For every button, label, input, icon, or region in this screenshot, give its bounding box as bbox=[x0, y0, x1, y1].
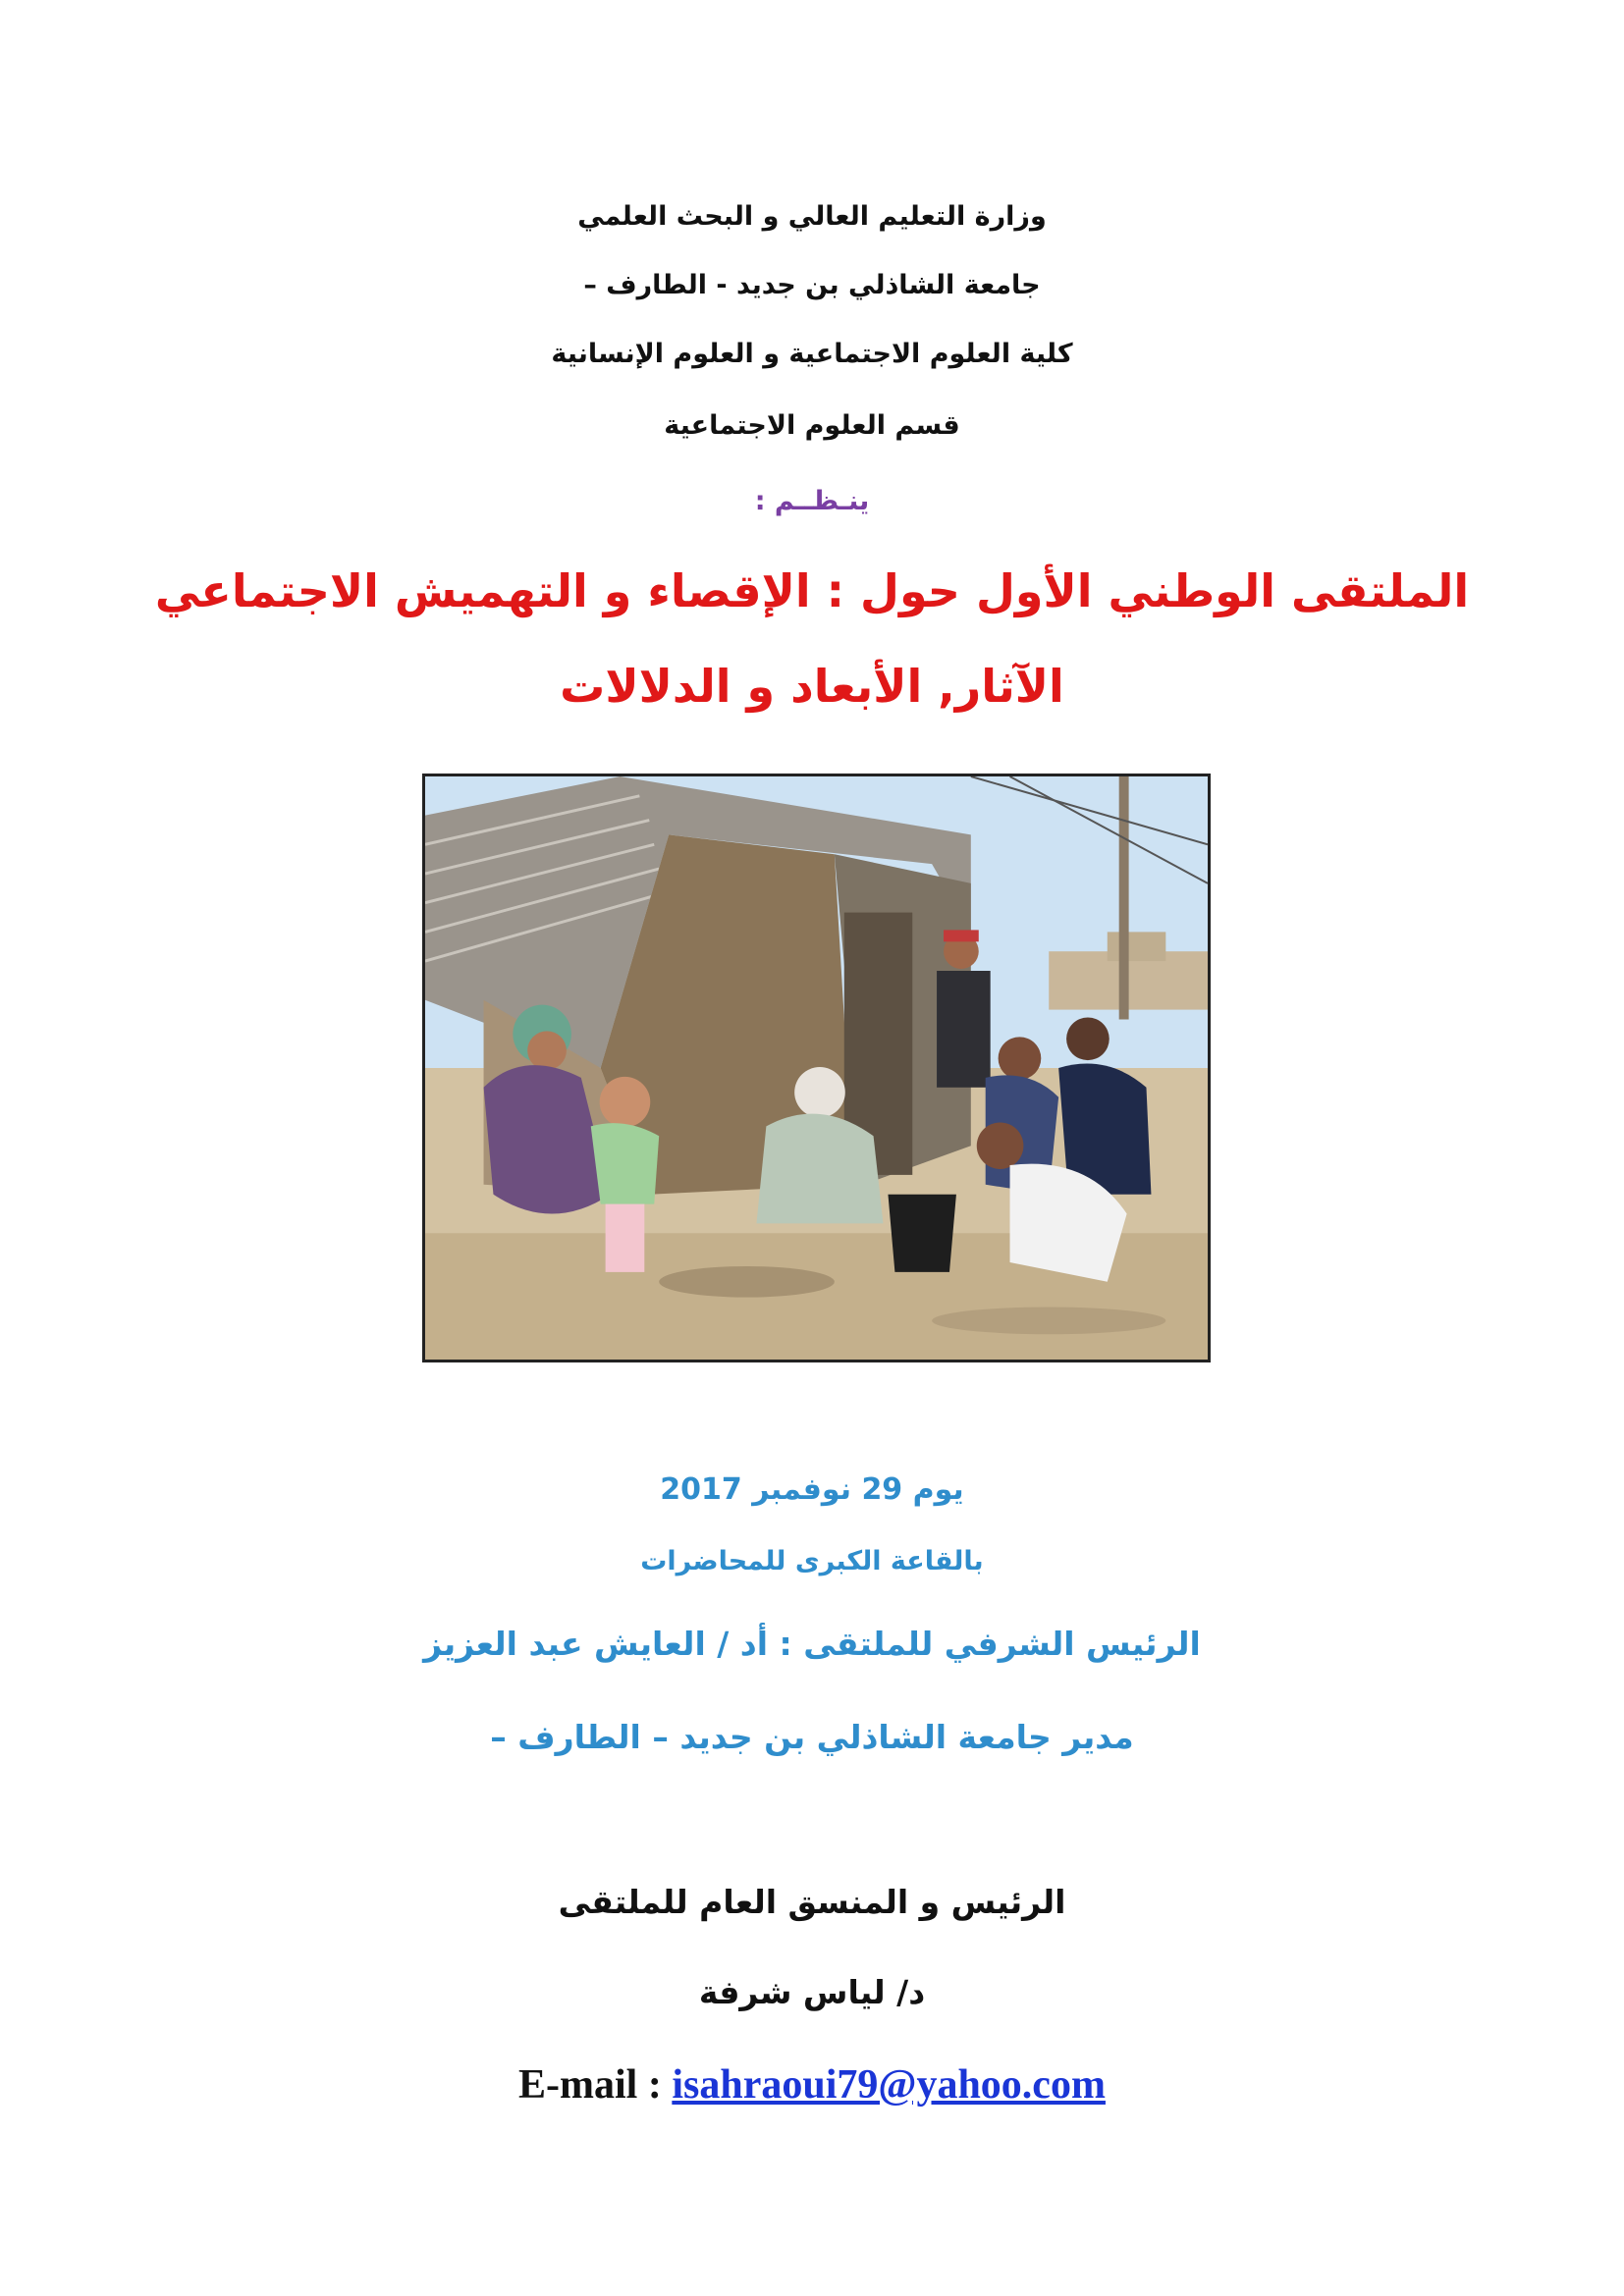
conference-subtitle: الآثار, الأبعاد و الدلالات bbox=[560, 660, 1064, 713]
conference-photo bbox=[422, 774, 1211, 1362]
event-venue: بالقاعة الكبرى للمحاضرات bbox=[640, 1546, 984, 1576]
conference-title: الملتقى الوطني الأول حول : الإقصاء و التهميش الاجتماعي bbox=[154, 564, 1470, 617]
coordinator-name: د/ لياس شرفة bbox=[698, 1973, 926, 2011]
honorary-president: الرئيس الشرفي للملتقى : أد / العايش عبد العزيز bbox=[423, 1625, 1201, 1663]
department-heading: قسم العلوم الاجتماعية bbox=[664, 410, 960, 441]
event-date: يوم 29 نوفمبر 2017 bbox=[660, 1472, 964, 1507]
faculty-heading: كلية العلوم الاجتماعية و العلوم الإنسانية bbox=[551, 339, 1073, 369]
university-heading: جامعة الشاذلي بن جديد - الطارف – bbox=[583, 270, 1041, 300]
email-link[interactable]: isahraoui79@yahoo.com bbox=[672, 2062, 1106, 2108]
university-director: مدير جامعة الشاذلي بن جديد – الطارف – bbox=[490, 1718, 1134, 1756]
coordinator-role: الرئيس و المنسق العام للملتقى bbox=[558, 1883, 1066, 1921]
email-label: E-mail : bbox=[518, 2062, 662, 2108]
ministry-heading: وزارة التعليم العالي و البحث العلمي bbox=[577, 201, 1047, 232]
organizes-label: ينـظــم : bbox=[754, 486, 870, 516]
contact-email-line bbox=[0, 2061, 1624, 2109]
